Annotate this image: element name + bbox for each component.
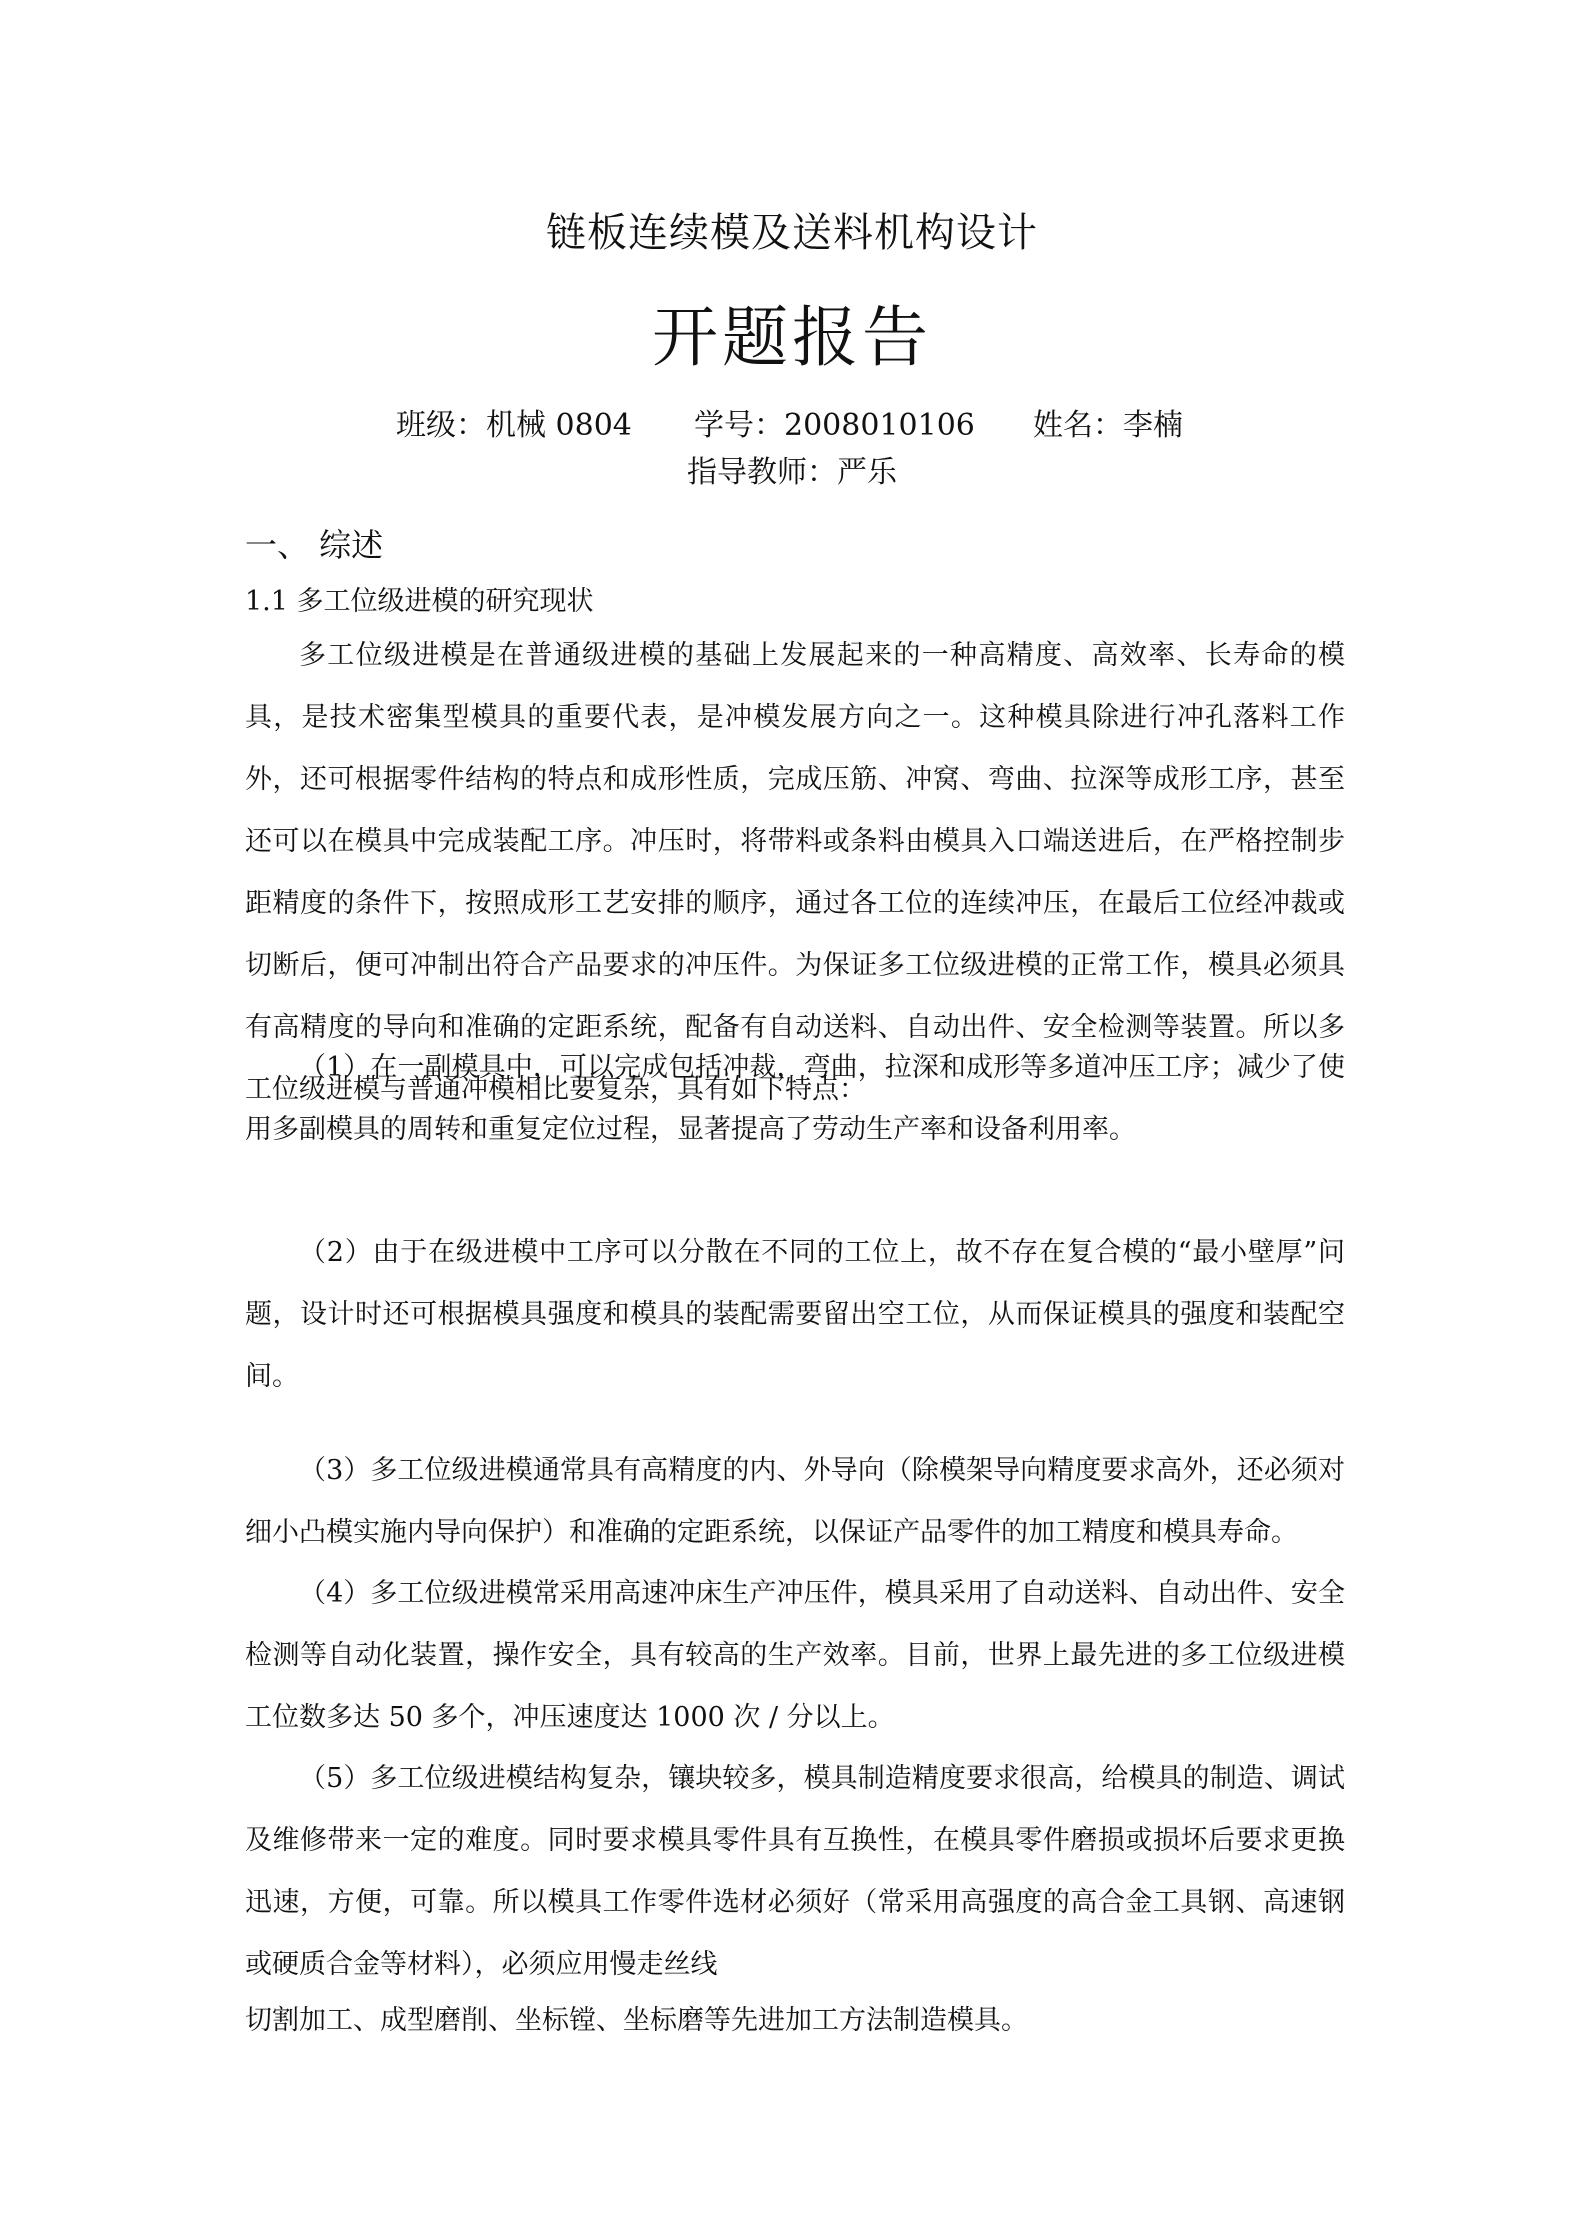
student-name: 姓名：李楠 (1033, 408, 1183, 443)
student-id: 学号：2008010106 (694, 408, 975, 443)
document-title: 链板连续模及送料机构设计 (546, 210, 1038, 256)
advisor-name: 指导教师：严乐 (687, 455, 897, 490)
feature-item-5: （5）多工位级进模结构复杂，镶块较多，模具制造精度要求很高，给模具的制造、调试及维修带来一定的难度。同时要求模具零件具有互换性，在模具零件磨损或损坏后要求更换迅速，方便，可靠。所以模具工作零件选材必须好（常采用高强度的高合金工具钢、高速钢或硬质合金等材料），必须应用慢走丝线 (245, 1763, 1345, 1980)
feature-item-4: （4）多工位级进模常采用高速冲床生产冲压件，模具采用了自动送料、自动出件、安全检测等自动化装置，操作安全，具有较高的生产效率。目前，世界上最先进的多工位级进模工位数多达 50 多个，冲压速度达 1000 次 / 分以上。 (245, 1578, 1345, 1733)
paragraph-intro: 多工位级进模是在普通级进模的基础上发展起来的一种高精度、高效率、长寿命的模具，是技术密集型模具的重要代表，是冲模发展方向之一。这种模具除进行冲孔落料工作外，还可根据零件结构的特点和成形性质，完成压筋、冲窝、弯曲、拉深等成形工序，甚至还可以在模具中完成装配工序。冲压时，将带料或条料由模具入口端送进后，在严格控制步距精度的条件下，按照成形工艺安排的顺序，通过各工位的连续冲压，在最后工位经冲裁或切断后，便可冲制出符合产品要求的冲压件。为保证多工位级进模的正常工作，模具必须具有高精度的导向和准确的定距系统，配备有自动送料、自动出件、安全检测等装置。所以多工位级进模与普通冲模相比要复杂，具有如下特点： (245, 640, 1345, 1105)
class-info: 班级：机械 0804 (396, 408, 632, 443)
feature-item-5-continued: 切割加工、成型磨削、坐标镗、坐标磨等先进加工方法制造模具。 (245, 2005, 1028, 2036)
subsection-heading-research-status: 1.1 多工位级进模的研究现状 (245, 586, 594, 617)
feature-item-3: （3）多工位级进模通常具有高精度的内、外导向（除模架导向精度要求高外，还必须对细小凸模实施内导向保护）和准确的定距系统，以保证产品零件的加工精度和模具寿命。 (245, 1455, 1345, 1548)
feature-item-2: （2）由于在级进模中工序可以分散在不同的工位上，故不存在复合模的“最小壁厚”问题，设计时还可根据模具强度和模具的装配需要留出空工位，从而保证模具的强度和装配空间。 (245, 1237, 1345, 1392)
section-heading-overview: 一、 综述 (245, 526, 384, 564)
document-subtitle: 开题报告 (652, 299, 932, 376)
feature-item-1: （1）在一副模具中，可以完成包括冲裁，弯曲，拉深和成形等多道冲压工序；减少了使用多副模具的周转和重复定位过程，显著提高了劳动生产率和设备利用率。 (245, 1052, 1345, 1145)
